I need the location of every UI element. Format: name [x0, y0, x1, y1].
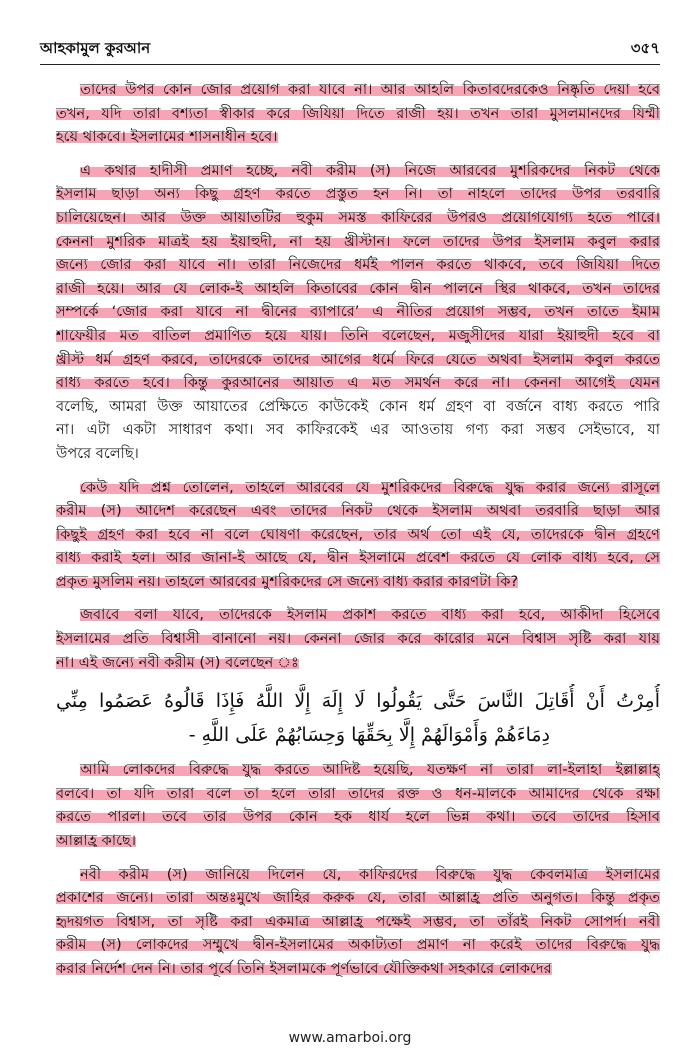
text-line [56, 910, 660, 934]
text-line [56, 805, 660, 829]
text-line [56, 125, 660, 149]
line-text: আমি লোকদের বিরুদ্ধে যুদ্ধ করতে আদিষ্ট হয়েছি, যতক্ষণ না তারা লা-ইলাহা ইল্লাল্লাহ্ [80, 761, 660, 779]
text-line [56, 957, 660, 981]
running-header [40, 36, 660, 65]
line-text: করীম (স) আদেশ করেছেন এবং তাদের নিকট থেকে ইসলাম অথবা তরবারি ছাড়া আর [56, 502, 660, 520]
line-text: ইসলাম ছাড়া অন্য কিছু গ্রহণ করতে প্রস্তুত হন নি। তা নাহলে তাদের উপর তরবারি [56, 185, 660, 203]
paragraph [56, 78, 660, 149]
page-body [56, 78, 660, 991]
line-text: হৃদয়গত বিশ্বাস, তা সৃষ্টি করা একমাত্র আল্লাহ্র পক্ষেই সম্ভব, তা তাঁরই নিকট সোপর্দ। নবী [56, 912, 660, 930]
text-line [56, 829, 660, 853]
text-line [56, 758, 660, 782]
text-line [56, 324, 660, 348]
book-title: আহকামুল কুরআন [40, 39, 151, 57]
arabic-line: دِمَاءَهُمْ وَأَمْوَالَهُمْ إِلَّا بِحَقِّهَا وَحِسَابُهُمْ عَلَى اللَّهِ - [188, 724, 550, 747]
text-line [56, 102, 660, 126]
text-line [56, 933, 660, 957]
line-text: রাজী হয়ে। আর যে লোক-ই আহলি কিতাবের কোন দ্বীন পালনে স্থির থাকবে, তখন তাদের [56, 279, 660, 297]
text-line [56, 442, 660, 466]
text-line [56, 627, 660, 651]
line-text: নবী করীম (স) জানিয়ে দিলেন যে, কাফিরদের বিরুদ্ধে যুদ্ধ কেবলমাত্র ইসলামের [80, 865, 660, 883]
line-text: ইসলামের প্রতি বিশ্বাসী বানানো নয়। কেননা জোর করে কারোর মনে বিশ্বাস সৃষ্টি করা যায় [56, 630, 660, 648]
line-text: প্রকাশের জন্যে। তারা অন্তঃমুখে জাহির করুক যে, তারা আল্লাহ্র প্রতি অনুগত। কিন্তু প্রকৃত [56, 889, 660, 907]
paragraph [56, 758, 660, 852]
text-line [56, 886, 660, 910]
line-text: হয়ে থাকবে। ইসলামের শাসনাধীন হবে। [56, 128, 278, 146]
text-line [56, 546, 660, 570]
paragraph [56, 603, 660, 674]
text-line [56, 863, 660, 887]
line-text: এ কথার হাদীসী প্রমাণ হচ্ছে, নবী করীম (স) নিজে আরবের মুশরিকদের নিকট থেকে [80, 161, 660, 179]
text-line [56, 230, 660, 254]
text-line [56, 182, 660, 206]
paragraphs-after-hadith [56, 758, 660, 980]
line-text: খ্রীস্ট ধর্ম গ্রহণ করবে, তাদেরকে তাদের আগের ধর্মে ফিরে যেতে অথবা ইসলাম কবুল করতে [56, 350, 660, 368]
line-text: বাধ্য করতে হবে। কিন্তু কুরআনের আয়াত এ মত সমর্থন করে না। কেননা আগেই যেমন [56, 374, 660, 392]
line-text: প্রকৃত মুসলিম নয়। তাহলে আরবের মুশরিকদের সে জন্যে বাধ্য করার কারণটা কি? [56, 572, 519, 590]
text-line [56, 476, 660, 500]
paragraph [56, 159, 660, 466]
text-line [56, 523, 660, 547]
line-text: তখন, যদি তারা বশ্যতা স্বীকার করে জিযিয়া দিতে রাজী হয়। তখন তারা মুসলমানদের যিম্মী [56, 104, 660, 122]
line-text: তাদের উপর কোন জোর প্রয়োগ করা যাবে না। আর আহলি কিতাবদেরকেও নিষ্কৃতি দেয়া হবে [80, 81, 660, 98]
line-text: বলেছি, আমরা উক্ত আয়াতের প্রেক্ষিতে কাউকেই কোন ধর্ম গ্রহণ বা বর্জনে বাধ্য করতে পারি [56, 397, 660, 415]
line-text: চালিয়েছেন। আর উক্ত আয়াতটির হুকুম সমস্ত কাফিরের উপরও প্রয়োগযোগ্য হতে পারে। [56, 208, 660, 226]
text-line [56, 499, 660, 523]
text-line [56, 603, 660, 627]
text-line [56, 395, 660, 419]
text-line [56, 371, 660, 395]
line-text: আল্লাহ্র কাছে। [56, 832, 136, 850]
line-text: না। এই জন্যে নবী করীম (স) বলেছেন ঃ [56, 653, 299, 671]
text-line [56, 277, 660, 301]
line-text: করার নির্দেশ দেন নি। তার পূর্বে তিনি ইসলামকে পূর্ণভাবে যৌক্তিকথা সহকারে লোকদের [56, 960, 552, 977]
text-line [56, 651, 660, 675]
line-text: কেউ যদি প্রশ্ন তোলেন, তাহলে আরবের যে মুশরিকদের বিরুদ্ধে যুদ্ধ করার জন্যে রাসূলে [80, 478, 660, 496]
line-text: করীম (স) লোকদের সম্মুখে দ্বীন-ইসলামের অকাট্যতা প্রমাণ না করেই তাদের বিরুদ্ধে যুদ্ধ [56, 936, 660, 954]
text-line [56, 253, 660, 277]
text-line [56, 206, 660, 230]
text-line [56, 348, 660, 372]
text-line [56, 570, 660, 594]
text-line [56, 78, 660, 102]
arabic-hadith [56, 684, 660, 752]
text-line [56, 159, 660, 183]
source-url: www.amarboi.org [288, 1030, 412, 1046]
line-text: শাফেয়ীর মত বাতিল প্রমাণিত হয়ে যায়। তিনি বলেছেন, মজুসীদের যারা ইয়াহুদী হবে বা [56, 326, 660, 344]
text-line [56, 418, 660, 442]
paragraphs-before-hadith [56, 78, 660, 674]
line-text: না। এটা একটা সাধারণ কথা। সব কাফিরকেই এর আওতায় গণ্য করা সম্ভব সেইভাবে, যা [56, 421, 660, 439]
line-text: কিছুই গ্রহণ করা হবে না বলে ঘোষণা করেছেন, তার অর্থ তো এই যে, তাদেরকে দ্বীন গ্রহণে [56, 525, 660, 543]
line-text: জবাবে বলা যাবে, তাদেরকে ইসলাম প্রকাশ করতে বাধ্য করা হবে, আকীদা হিসেবে [80, 606, 660, 624]
line-text: জন্যে জোর করা যাবে না। তারা নিজেদের ধর্মই পালন করতে থাকবে, তবে জিযিয়া দিতে [56, 256, 660, 274]
line-text: কেননা মুশরিক মাত্রই হয় ইয়াহুদী, না হয় খ্রীস্টান। ফলে তাদের উপর ইসলাম কবুল করার [56, 232, 660, 250]
line-text: বলবে। তা যদি তারা বলে তা হলে তারা তাদের রক্ত ও ধন-মালকে আমাদের থেকে রক্ষা [56, 784, 660, 802]
line-text: সম্পর্কে ‘জোর করা যাবে না দ্বীনের ব্যাপারে’ এ নীতির প্রয়োগ সম্ভব, তখন তাতে ইমাম [56, 303, 660, 321]
paragraph [56, 476, 660, 594]
paragraph [56, 863, 660, 981]
arabic-line: أُمِرْتُ أَنْ أُقَاتِلَ النَّاسَ حَتَّى يَقُولُوا لَا إِلَهَ إِلَّا اللَّهُ فَإِذَا قَالُوهُ عَصَمُوا مِنِّي [56, 690, 660, 713]
text-line [56, 782, 660, 806]
line-text: উপরে বলেছি। [56, 444, 139, 462]
line-text: বাধ্য করাই হল। আর জানা-ই আছে যে, দ্বীন ইসলামে প্রবেশ করতে যে লোক বাধ্য হবে, সে [56, 549, 660, 567]
page-number: ৩৫৭ [630, 39, 660, 57]
text-line [56, 300, 660, 324]
line-text: করতে পারল। তবে তার উপর কোন হক ধার্য হলে ভিন্ন কথা। তবে তাদের হিসাব [56, 808, 660, 826]
